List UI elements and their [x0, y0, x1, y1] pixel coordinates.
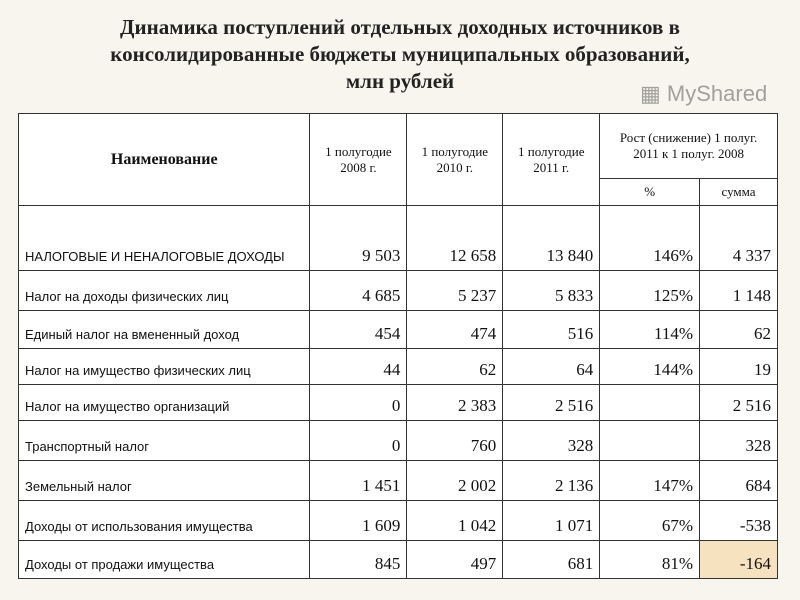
cell-v2010: 760 [407, 421, 503, 461]
table-row [19, 541, 778, 579]
cell-name: Налог на имущество физических лиц [19, 349, 310, 385]
cell-v2008: 454 [310, 311, 407, 349]
cell-pct: 125% [600, 271, 700, 311]
header-name: Наименование [19, 114, 310, 206]
header-2011: 1 полугодие 2011 г. [503, 114, 600, 206]
slide-title [0, 14, 800, 95]
cell-v2010: 1 042 [407, 501, 503, 541]
table-row [19, 501, 778, 541]
header-2010: 1 полугодие 2010 г. [407, 114, 503, 206]
cell-v2008: 845 [310, 541, 407, 579]
cell-sum: 1 148 [700, 271, 778, 311]
cell-sum: 684 [700, 461, 778, 501]
cell-v2011: 5 833 [503, 271, 600, 311]
cell-v2010: 5 237 [407, 271, 503, 311]
cell-v2011: 1 071 [503, 501, 600, 541]
cell-v2011: 2 136 [503, 461, 600, 501]
cell-pct: 144% [600, 349, 700, 385]
cell-v2010: 497 [407, 541, 503, 579]
table-row [19, 271, 778, 311]
title-line: консолидированные бюджеты муниципальных образований, [110, 42, 690, 66]
cell-v2011: 328 [503, 421, 600, 461]
table-row [19, 461, 778, 501]
cell-v2011: 13 840 [503, 206, 600, 271]
table-row [19, 385, 778, 421]
cell-sum: 2 516 [700, 385, 778, 421]
cell-pct: 146% [600, 206, 700, 271]
cell-sum: 19 [700, 349, 778, 385]
cell-v2010: 474 [407, 311, 503, 349]
cell-name: Транспортный налог [19, 421, 310, 461]
watermark-text: MyShared [666, 81, 768, 106]
cell-sum: 4 337 [700, 206, 778, 271]
cell-v2008: 9 503 [310, 206, 407, 271]
cell-v2008: 0 [310, 421, 407, 461]
header-sum: сумма [700, 179, 778, 206]
table-row [19, 349, 778, 385]
cell-v2008: 4 685 [310, 271, 407, 311]
cell-name: НАЛОГОВЫЕ И НЕНАЛОГОВЫЕ ДОХОДЫ [19, 206, 310, 271]
cell-v2011: 2 516 [503, 385, 600, 421]
cell-pct [600, 385, 700, 421]
cell-pct [600, 421, 700, 461]
cell-v2011: 681 [503, 541, 600, 579]
cell-v2008: 44 [310, 349, 407, 385]
cell-v2008: 1 609 [310, 501, 407, 541]
cell-sum: -164 [700, 541, 778, 579]
cell-v2008: 0 [310, 385, 407, 421]
cell-name: Единый налог на вмененный доход [19, 311, 310, 349]
cell-sum: 62 [700, 311, 778, 349]
cell-pct: 114% [600, 311, 700, 349]
cell-v2011: 516 [503, 311, 600, 349]
cell-name: Доходы от продажи имущества [19, 541, 310, 579]
cell-name: Налог на доходы физических лиц [19, 271, 310, 311]
cell-sum: 328 [700, 421, 778, 461]
cell-v2011: 64 [503, 349, 600, 385]
revenue-table [18, 113, 778, 579]
cell-name: Доходы от использования имущества [19, 501, 310, 541]
title-line: млн рублей [345, 69, 455, 93]
cell-pct: 81% [600, 541, 700, 579]
header-growth: Рост (снижение) 1 полуг. 2011 к 1 полуг. 2008 [600, 114, 778, 179]
cell-v2010: 12 658 [407, 206, 503, 271]
cell-v2010: 2 002 [407, 461, 503, 501]
cell-v2010: 2 383 [407, 385, 503, 421]
title-line: Динамика поступлений отдельных доходных источников в [120, 15, 680, 39]
cell-pct: 67% [600, 501, 700, 541]
cell-name: Земельный налог [19, 461, 310, 501]
table-row [19, 421, 778, 461]
header-pct: % [600, 179, 700, 206]
header-2008: 1 полугодие 2008 г. [310, 114, 407, 206]
cell-pct: 147% [600, 461, 700, 501]
table-row [19, 206, 778, 271]
cell-sum: -538 [700, 501, 778, 541]
table-row [19, 311, 778, 349]
cell-v2010: 62 [407, 349, 503, 385]
presentation-icon: ▦ [640, 81, 667, 106]
cell-v2008: 1 451 [310, 461, 407, 501]
cell-name: Налог на имущество организаций [19, 385, 310, 421]
